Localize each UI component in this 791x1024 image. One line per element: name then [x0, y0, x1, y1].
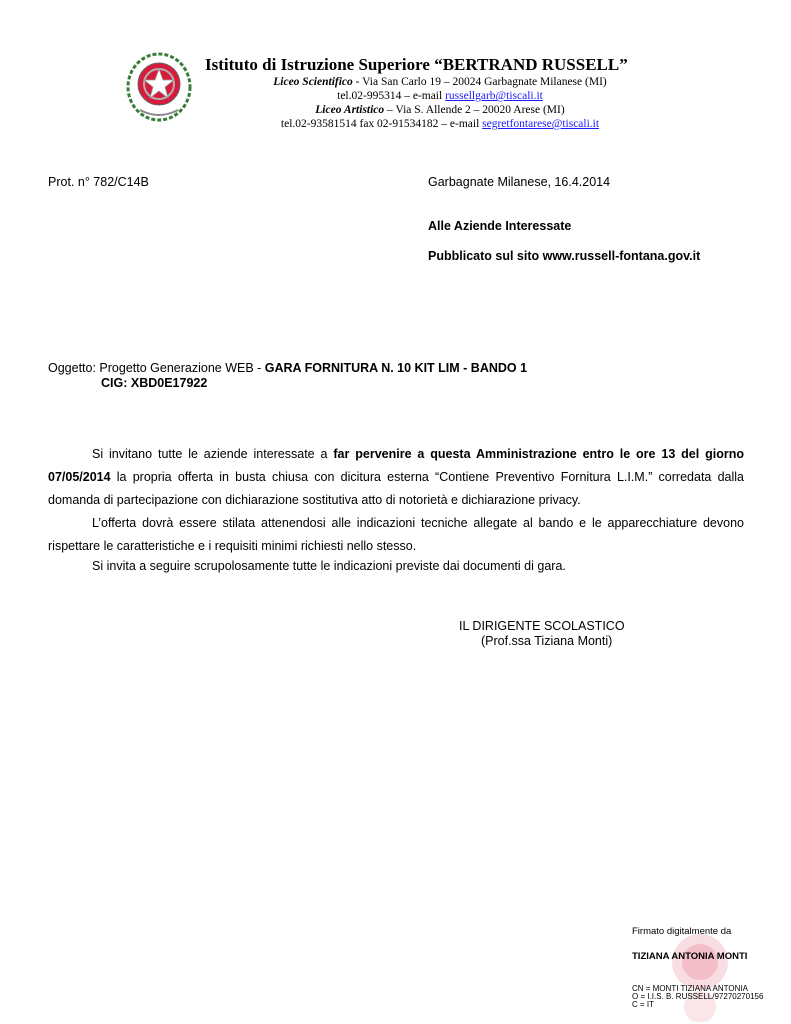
subject-line [48, 360, 527, 376]
digital-signature-label: Firmato digitalmente da [632, 926, 732, 937]
liceo1-email-link[interactable]: russellgarb@tiscali.it [445, 90, 543, 102]
school-title: Istituto di Istruzione Superiore “BERTRAND RUSSELL” [205, 55, 628, 74]
liceo1-address-line [205, 75, 675, 89]
liceo2-email-link[interactable]: segretfontarese@tiscali.it [482, 118, 600, 130]
digital-seal-icon [655, 922, 745, 1022]
signer-organization: O = I.I.S. B. RUSSELL/97270270156 [632, 992, 764, 1001]
liceo2-contact-line [205, 117, 675, 131]
liceo1-contact: tel.02-995314 – e-mail [337, 90, 446, 102]
liceo2-name: Liceo Artistico [315, 104, 385, 116]
liceo2-address-line [205, 103, 675, 117]
recipient: Alle Aziende Interessate [428, 219, 572, 233]
liceo1-name: Liceo Scientifico [273, 76, 353, 88]
subject-title: GARA FORNITURA N. 10 KIT LIM - BANDO 1 [264, 361, 528, 375]
signature-role: IL DIRIGENTE SCOLASTICO [459, 619, 625, 633]
body-paragraph-2: L’offerta dovrà essere stilata attenendosi alle indicazioni tecniche allegate al bando e le apparecchiature devono rispettare le caratteristiche e i requisiti minimi richiesti nello stesso. [48, 516, 744, 553]
signer-cn: CN = MONTI TIZIANA ANTONIA [632, 984, 748, 993]
cig-code: CIG: XBD0E17922 [101, 376, 208, 390]
p1-end: la propria offerta in busta chiusa con dicitura esterna “Contiene Preventivo Fornitura L.I.M.” corredata dalla domanda di partecipazione con dichiarazione sostitutiva atto di notorietà e dichiarazione privacy. [48, 470, 744, 507]
protocol-number: Prot. n° 782/C14B [48, 175, 149, 189]
liceo1-contact-line [205, 89, 675, 103]
subject-label: Oggetto: Progetto Generazione WEB - [48, 361, 265, 375]
signature-name: (Prof.ssa Tiziana Monti) [481, 634, 613, 648]
liceo2-contact: tel.02-93581514 fax 02-91534182 – e-mail [280, 118, 483, 130]
published-note: Pubblicato sul sito www.russell-fontana.gov.it [428, 249, 701, 263]
body-paragraph-1 [48, 443, 744, 512]
p1-start: Si invitano tutte le aziende interessate a [92, 447, 334, 461]
liceo2-address: – Via S. Allende 2 – 20020 Arese (MI) [384, 104, 565, 116]
place-date: Garbagnate Milanese, 16.4.2014 [428, 175, 611, 189]
signer-country: C = IT [632, 1000, 655, 1009]
digital-signer-name: TIZIANA ANTONIA MONTI [632, 951, 748, 962]
body-paragraph-3: Si invita a seguire scrupolosamente tutte le indicazioni previste dai documenti di gara. [92, 559, 566, 573]
p1-deadline: far pervenire a questa Amministrazione entro le ore 13 del giorno 07/05/2014 [48, 447, 744, 484]
republic-emblem-icon [126, 52, 192, 122]
liceo1-address: - Via San Carlo 19 – 20024 Garbagnate Milanese (MI) [352, 76, 607, 88]
